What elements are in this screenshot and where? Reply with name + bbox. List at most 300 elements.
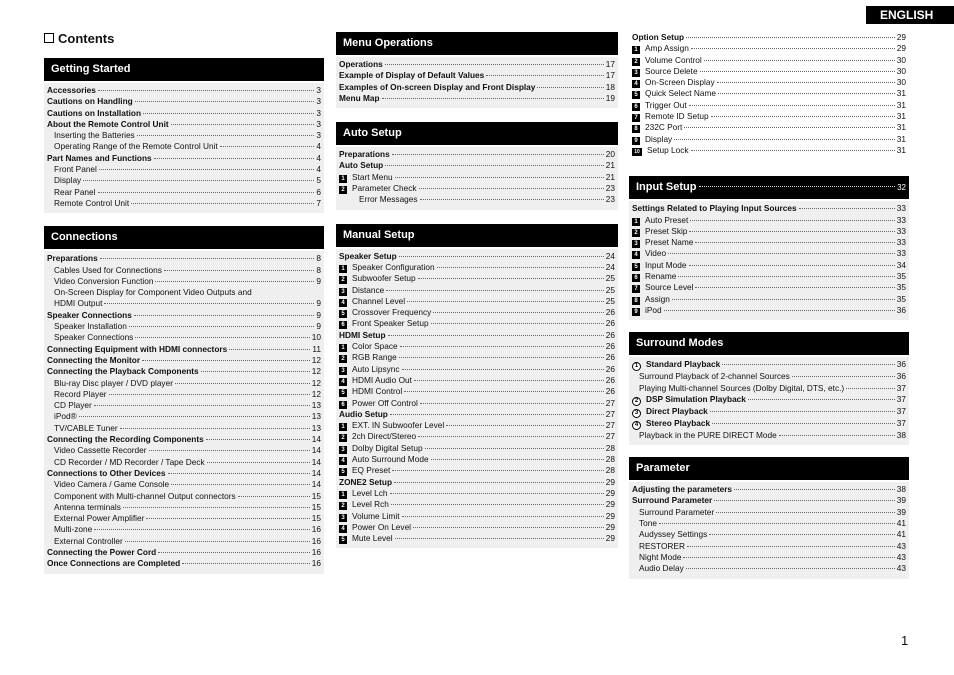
toc-entry[interactable] [47,344,321,355]
entry-page: 8 [316,253,321,264]
entry-page: 26 [605,318,615,329]
dot-leader [668,253,895,254]
dot-leader [135,101,315,102]
section-spacer [336,210,618,224]
toc-entry[interactable] [47,389,321,400]
toc-entry[interactable] [47,119,321,130]
toc-entry[interactable] [632,32,906,43]
toc-entry[interactable] [632,203,906,214]
entry-page: 17 [605,59,615,69]
entry-title: Playing Multi-channel Sources (Dolby Digital, DTS, etc.) [639,382,845,393]
entry-page: 29 [896,43,906,54]
toc-entry[interactable] [339,149,615,160]
toc-entry[interactable] [632,518,906,529]
entry-title: 2ch Direct/Stereo [352,431,417,442]
dot-leader [386,290,603,291]
toc-entry[interactable] [47,457,321,468]
entry-page: 3 [316,118,321,129]
toc-entry[interactable] [339,375,615,386]
entry-page: 11 [312,343,321,354]
toc-entry[interactable] [339,465,615,476]
toc-entry[interactable] [47,253,321,264]
toc-entry[interactable] [632,122,906,133]
entry-title: Input Mode [645,259,687,270]
toc-entry[interactable] [47,378,321,389]
toc-entry[interactable] [47,491,321,502]
dot-leader [399,256,604,257]
toc-entry[interactable] [339,454,615,465]
toc-entry[interactable] [339,330,615,341]
toc-entry[interactable] [339,522,615,533]
toc-entry[interactable] [632,237,906,248]
toc-entry[interactable] [339,160,615,171]
toc-entry[interactable] [339,341,615,352]
dot-leader [158,552,310,553]
section-heading: Auto Setup [336,122,618,145]
toc-entry[interactable] [339,443,615,454]
toc-entry[interactable] [339,352,615,363]
toc-entry[interactable] [47,130,321,141]
dot-leader [687,546,895,547]
number-badge-icon: 3 [339,367,347,375]
toc-entry[interactable] [47,310,321,321]
section-heading [629,176,909,199]
entry-title: Auto Setup [339,160,384,171]
entry-page: 23 [605,194,615,205]
dot-leader [229,349,310,350]
section-heading: Menu Operations [336,32,618,55]
entry-title: EQ Preset [352,465,391,476]
toc-entry[interactable] [339,172,615,183]
section-heading-text: Input Setup [636,181,697,194]
toc-entry[interactable] [632,134,906,145]
number-badge-icon: 8 [632,297,640,305]
toc-entry[interactable] [632,418,906,430]
toc-entry[interactable] [632,563,906,574]
dot-leader [390,493,604,494]
entry-title: Tone [639,518,657,529]
entry-title: Surround Parameter [632,495,713,506]
entry-page: 16 [311,546,321,557]
toc-entry[interactable] [339,386,615,397]
section-spacer [629,445,909,457]
toc-entry[interactable] [47,547,321,558]
toc-entry[interactable] [47,536,321,547]
dot-leader [94,405,310,406]
toc-entry[interactable] [632,430,906,441]
entry-title: HDMI Control [352,386,403,397]
toc-entry[interactable] [47,187,321,198]
section-spacer [44,213,324,226]
toc-entry[interactable] [632,55,906,66]
toc-entry[interactable] [632,529,906,540]
entry-title: Settings Related to Playing Input Sources [632,203,797,214]
toc-entry[interactable] [339,318,615,329]
entry-title: Dolby Digital Setup [352,442,423,453]
dot-leader [129,326,315,327]
toc-entry[interactable] [339,59,615,70]
toc-entry[interactable] [47,332,321,343]
toc-entry[interactable] [632,226,906,237]
entry-title: Crossover Frequency [352,307,432,318]
number-badge-icon: 2 [339,186,347,194]
toc-entry[interactable] [47,411,321,422]
dot-leader [391,504,604,505]
number-badge-icon: 5 [632,91,640,99]
entry-page: 31 [896,144,906,155]
dot-leader [104,303,314,304]
entry-title: Speaker Connections [47,309,132,320]
dot-leader [419,188,604,189]
toc-entry[interactable] [339,194,615,205]
entry-title: Connecting Equipment with HDMI connectors [47,343,228,354]
entry-title: On-Screen Display [645,77,715,88]
entry-title: On-Screen Display for Component Video Outputs and [54,287,252,298]
entry-page: 19 [605,92,615,103]
toc-entry[interactable] [339,477,615,488]
toc-entry[interactable] [47,434,321,445]
entry-page: 25 [605,284,615,295]
dot-leader [418,278,604,279]
entry-page: 12 [311,377,321,388]
toc-entry[interactable] [632,43,906,54]
entry-page: 33 [896,248,906,259]
toc-entry[interactable] [339,398,615,409]
number-badge-icon: 2 [339,434,347,442]
dot-leader [149,450,310,451]
entry-title: Operating Range of the Remote Control Unit [54,141,218,152]
toc-entry[interactable] [339,262,615,273]
toc-entry[interactable] [632,282,906,293]
entry-title: Accessories [47,85,96,95]
toc-entry[interactable] [339,251,615,262]
entry-page: 41 [896,518,906,529]
toc-entry[interactable] [632,271,906,282]
entry-title: Blu-ray Disc player / DVD player [54,377,173,388]
dot-leader [418,436,604,437]
number-badge-icon: 4 [339,378,347,386]
toc-entry[interactable] [339,285,615,296]
entry-title: Preset Skip [645,225,688,236]
entry-title: Operations [339,59,383,69]
entry-title: Source Level [645,282,694,293]
entry-page: 39 [896,506,906,517]
dot-leader [689,265,895,266]
entry-page: 16 [311,558,321,569]
entry-page: 28 [605,454,615,465]
toc-section [336,224,618,549]
section-spacer [629,156,909,176]
toc-entry[interactable] [632,552,906,563]
toc-entry[interactable] [47,85,321,96]
toc-entry[interactable] [339,82,615,93]
toc-entry[interactable] [47,298,321,309]
dot-leader [164,270,314,271]
entry-page: 25 [605,295,615,306]
entry-title: Menu Map [339,92,380,103]
dot-leader [714,500,895,501]
entry-title: ZONE2 Setup [339,476,393,487]
toc-entry[interactable] [47,423,321,434]
dot-leader [716,512,895,513]
entry-title: Volume Control [645,54,702,65]
dot-leader [686,568,895,569]
toc-entry[interactable] [47,468,321,479]
toc-entry[interactable] [632,215,906,226]
toc-entry[interactable] [47,276,321,287]
toc-entry[interactable] [632,294,906,305]
toc-entry[interactable] [47,355,321,366]
dot-leader [700,71,895,72]
section-spacer [336,108,618,122]
entry-title: Mute Level [352,533,393,544]
entry-page: 26 [605,363,615,374]
dot-leader [123,507,310,508]
entry-title: External Controller [54,535,123,546]
entry-title: Audio Setup [339,408,388,419]
entry-title: 232C Port [645,122,683,133]
toc-entry[interactable] [632,541,906,552]
toc-entry[interactable] [632,111,906,122]
toc-entry[interactable] [47,558,321,569]
toc-entry[interactable] [632,77,906,88]
dot-leader [709,534,895,535]
entry-page: 25 [605,273,615,284]
entry-page: 26 [605,329,615,340]
toc-entry[interactable] [47,198,321,209]
section-heading: Surround Modes [629,332,909,355]
dot-leader [134,315,315,316]
toc-entry[interactable] [47,502,321,513]
entry-page: 38 [896,429,906,440]
entry-title: Auto Preset [645,214,689,225]
entry-title: Part Names and Functions [47,152,152,163]
entry-title: Connecting the Monitor [47,354,141,365]
entry-title: HDMI Setup [339,329,386,340]
toc-entry[interactable] [339,533,615,544]
toc-entry[interactable] [632,495,906,506]
toc-entry[interactable] [47,513,321,524]
entry-page: 10 [311,332,321,343]
entry-title: Video Camera / Game Console [54,479,170,490]
entry-title: External Power Amplifier [54,513,145,524]
entry-page: 13 [311,422,321,433]
entry-page: 4 [316,141,321,152]
toc-section [629,457,909,578]
entry-page: 15 [311,490,321,501]
entry-title: CD Recorder / MD Recorder / Tape Deck [54,456,205,467]
number-badge-icon: 1 [339,265,347,273]
toc-entry[interactable] [632,100,906,111]
column-1 [44,58,324,574]
dot-leader [168,473,310,474]
entry-title: Antenna terminals [54,501,121,512]
entry-title: HDMI Audio Out [352,374,412,385]
entry-page: 28 [605,465,615,476]
toc-entry[interactable] [47,108,321,119]
dot-leader [672,299,895,300]
toc-entry[interactable] [339,183,615,194]
entry-page: 17 [605,70,615,81]
dot-leader [486,75,604,76]
entry-page: 37 [896,382,906,393]
entry-title: Rear Panel [54,186,96,197]
number-badge-icon: 1 [632,46,640,54]
toc-entry[interactable] [339,296,615,307]
toc-entry[interactable] [632,88,906,99]
toc-entry[interactable] [47,400,321,411]
dot-leader [695,242,894,243]
toc-entry[interactable] [47,287,321,298]
dot-leader [792,376,895,377]
entry-page: 3 [316,130,321,141]
dot-leader [413,527,604,528]
toc-entry[interactable] [339,93,615,104]
dot-leader [395,177,604,178]
entry-page: 26 [605,386,615,397]
dot-leader [385,64,604,65]
entry-page: 43 [896,540,906,551]
entry-title: Subwoofer Setup [352,273,416,284]
entry-title: Surround Parameter [639,506,715,517]
toc-entry[interactable] [632,507,906,518]
number-badge-icon: 5 [339,536,347,544]
toc-section [629,32,909,156]
entry-page: 3 [316,107,321,118]
entry-title: Inserting the Batteries [54,130,135,141]
dot-leader [718,93,895,94]
toc-entry[interactable] [47,96,321,107]
entry-title: About the Remote Control Unit [47,118,169,129]
entry-title: Connecting the Power Cord [47,546,157,557]
toc-entry[interactable] [632,248,906,259]
entry-title: Video Cassette Recorder [54,445,147,456]
dot-leader [425,448,604,449]
dot-leader [98,90,314,91]
toc-entry[interactable] [47,141,321,152]
entry-page: 35 [896,293,906,304]
dot-leader [699,186,896,187]
section-heading-page: 32 [897,183,906,193]
entry-title: Setup Lock [647,144,689,155]
number-badge-icon: 1 [339,175,347,183]
entry-page: 29 [605,533,615,544]
toc-entry[interactable] [47,164,321,175]
dot-leader [155,281,314,282]
entry-title: Standard Playback [646,359,721,370]
entry-page: 33 [896,225,906,236]
entry-page: 9 [316,321,321,332]
toc-entry[interactable] [47,321,321,332]
entry-title: Connecting the Recording Components [47,434,204,445]
toc-entry[interactable] [632,305,906,316]
dot-leader [382,98,604,99]
toc-entry[interactable] [632,145,906,156]
entry-page: 26 [605,352,615,363]
entry-page: 36 [896,359,906,370]
entry-page: 31 [896,122,906,133]
entry-page: 29 [605,499,615,510]
dot-leader [437,267,604,268]
toc-entry[interactable] [339,499,615,510]
toc-entry[interactable] [339,70,615,81]
toc-entry[interactable] [339,364,615,375]
entry-page: 39 [896,495,906,506]
dot-leader [83,180,314,181]
toc-entry[interactable] [632,66,906,77]
entry-title: Auto Surround Mode [352,454,429,465]
toc-entry[interactable] [339,273,615,284]
entry-page: 29 [896,32,906,42]
toc-entry[interactable] [47,524,321,535]
section-body [629,482,909,578]
dot-leader [684,127,894,128]
toc-entry[interactable] [632,371,906,382]
entry-title: Cables Used for Connections [54,264,162,275]
dot-leader [135,337,309,338]
toc-entry[interactable] [632,394,906,406]
toc-entry[interactable] [632,359,906,371]
dot-leader [779,435,895,436]
number-badge-icon: 5 [632,263,640,271]
section-heading: Getting Started [44,58,324,81]
toc-entry[interactable] [632,484,906,495]
toc-section [336,32,618,108]
entry-page: 13 [311,400,321,411]
dot-leader [537,87,603,88]
toc-entry[interactable] [632,406,906,418]
toc-entry[interactable] [47,265,321,276]
dot-leader [171,124,315,125]
entry-page: 14 [311,467,321,478]
entry-title: Playback in the PURE DIRECT Mode [639,429,777,440]
section-body [44,251,324,573]
entry-page: 14 [311,434,321,445]
circled-number-icon: 4 [632,421,641,430]
entry-title: Night Mode [639,551,682,562]
section-body [629,32,909,156]
toc-entry[interactable] [339,307,615,318]
dot-leader [683,557,894,558]
dot-leader [712,423,895,424]
toc-entry[interactable] [339,409,615,420]
entry-title: Level Lch [352,487,388,498]
number-badge-icon: 3 [632,69,640,77]
entry-page: 8 [316,264,321,275]
entry-page: 23 [605,183,615,194]
entry-title: Video [645,248,667,259]
dot-leader [154,158,315,159]
toc-entry[interactable] [47,445,321,456]
entry-title: Source Delete [645,65,698,76]
toc-entry[interactable] [47,175,321,186]
entry-page: 29 [605,521,615,532]
toc-entry[interactable] [632,383,906,394]
toc-entry[interactable] [47,479,321,490]
number-badge-icon: 4 [632,80,640,88]
entry-title: Audyssey Settings [639,529,708,540]
toc-entry[interactable] [339,488,615,499]
toc-entry[interactable] [339,431,615,442]
entry-title: Connecting the Playback Components [47,366,199,377]
toc-entry[interactable] [47,366,321,377]
toc-entry[interactable] [47,153,321,164]
dot-leader [390,414,604,415]
entry-page: 37 [896,417,906,428]
toc-entry[interactable] [339,511,615,522]
toc-entry[interactable] [339,420,615,431]
toc-entry[interactable] [632,260,906,271]
